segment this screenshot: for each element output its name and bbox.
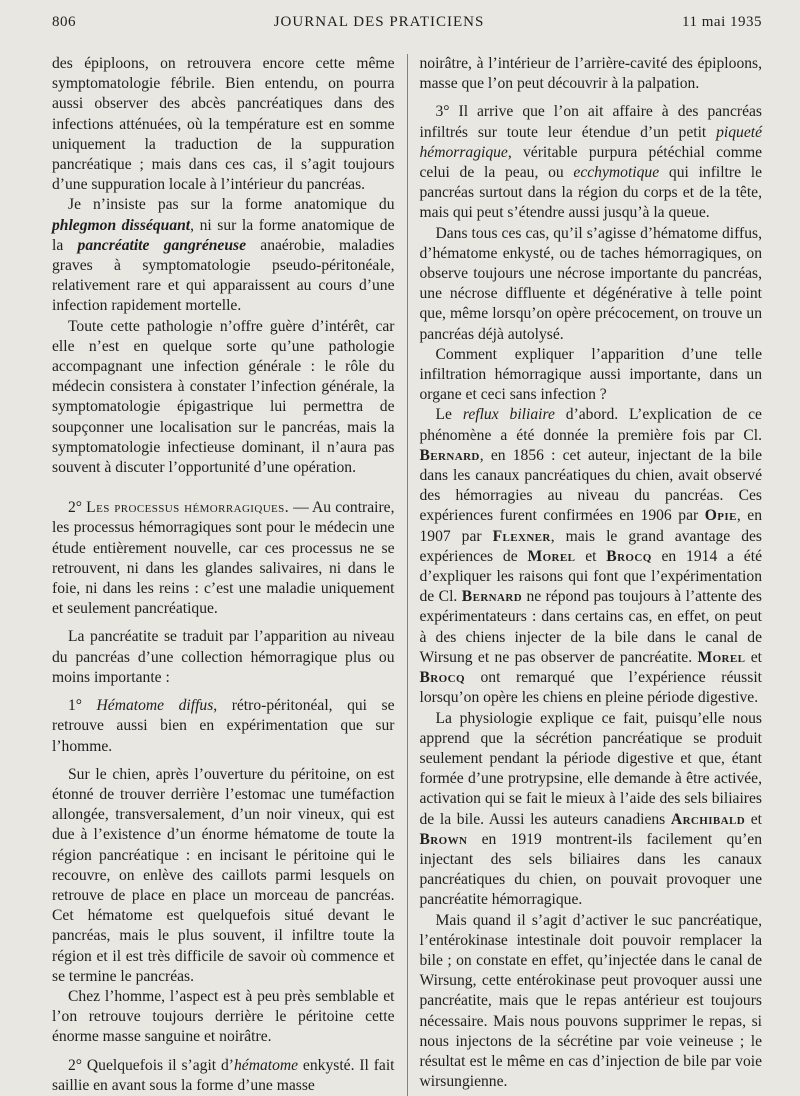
paragraph: Comment expliquer l’apparition d’une telle infiltration hémorragique aussi importante, dans un organe et ceci sans infection ? <box>419 345 762 404</box>
section-heading-paragraph: 2° Les processus hémorragiques. — Au contraire, les processus hémorragiques sont pour le médecin une étude entièrement nouvelle, car ces processus ne se retrouvent, ni dans les glandes salivaires, ni dans le foie, ni dans les reins : c’est une maladie uniquement et seulement pancréatique. <box>52 499 395 618</box>
paragraph: Je n’insiste pas sur la forme anatomique du phlegmon disséquant, ni sur la forme anatomique de la pancréatite gangréneuse anaérobie, maladies graves à symptomatologie pseudo-péritonéale, relativement rare et qui apparaissent au cours d’une infection rapidement mortelle. <box>52 196 395 315</box>
left-column <box>52 54 395 1096</box>
paragraph: Le reflux biliaire d’abord. L’explication de ce phénomène a été donnée la première fois par Cl. Bernard, en 1856 : cet auteur, injectant de la bile dans les canaux pancréatiques du chien, avait observé des hémorragies au niveau du pancréas. Ces expériences furent confirmées en 1906 par Opie, en 1907 par Flexner, mais le grand avantage des expériences de Morel et Brocq en 1914 a été d’expliquer les raisons qui font que l’expérimentation de Cl. Bernard ne répond pas toujours à l’attente des expérimentateurs : dans certains cas, en effet, on peut à des chiens injecter de la bile dans le canal de Wirsung et ne pas observer de pancréatite. Morel et Brocq ont remarqué que l’expérience réussit lorsqu’on opère les chiens en pleine période digestive. <box>419 406 762 707</box>
right-column <box>420 54 763 1096</box>
journal-title: JOURNAL DES PRATICIENS <box>273 14 485 30</box>
paragraph: 1° Hématome diffus, rétro-péritonéal, qui se retrouve aussi bien en expérimentation que sur l’homme. <box>52 697 395 755</box>
paragraph: Mais quand il s’agit d’activer le suc pancréatique, l’entérokinase intestinale doit pouvoir remplacer la bile ; on constate en effet, qu’injectée dans le canal de Wirsung, cette entérokinase peut provoquer aussi une pancréatite, mais que le repas antérieur est toujours nécessaire. Mais nous pouvons supprimer le repas, si nous injectons de la sécrétine par voie veineuse ; le résultat est le même en cas d’injection de bile par voie wirsungienne. <box>419 911 762 1091</box>
paragraph: La pancréatite se traduit par l’apparition au niveau du pancréas d’une collection hémorragique plus ou moins importante : <box>52 628 395 686</box>
column-divider <box>407 54 408 1096</box>
paragraph: 2° Quelquefois il s’agit d’hématome enkysté. Il fait saillie en avant sous la forme d’une masse <box>52 1056 395 1094</box>
paragraph: Sur le chien, après l’ouverture du péritoine, on est étonné de trouver derrière l’estomac une tuméfaction allongée, transversalement, d’un noir vineux, qui est due à l’existence d’un énorme hématome de toute la région pancréatique : en incisant le péritoine qui le recouvre, on enlève des caillots parmi lesquels on retrouve de place en place un morceau de pancréas. Cet hématome est quelquefois situé devant le pancréas, mais le plus souvent, il infiltre toute la région et il est très difficile de savoir où commence et se termine le pancréas. <box>52 765 395 985</box>
running-header <box>52 14 762 38</box>
paragraph: noirâtre, à l’intérieur de l’arrière-cavité des épiploons, masse que l’on peut découvrir à la palpation. <box>419 55 762 93</box>
paragraph: La physiologie explique ce fait, puisqu’elle nous apprend que la sécrétion pancréatique se produit seulement pendant la période digestive et que, étant formée d’une protrypsine, elle demande à être activée, activation qui se fait le mieux à l’aide des sels biliaires de la bile. Aussi les auteurs canadiens Archibald et Brown en 1919 montrent-ils facilement qu’en injectant des sels biliaires dans les canaux pancréatiques du chien, on pouvait provoquer une pancréatite hémorragique. <box>419 709 762 909</box>
issue-date: 11 mai 1935 <box>682 14 762 30</box>
page-number: 806 <box>52 14 76 30</box>
paragraph: Chez l’homme, l’aspect est à peu près semblable et l’on retrouve toujours derrière le péritoine cette énorme masse sanguine et noirâtre. <box>52 987 395 1046</box>
paragraph: 3° Il arrive que l’on ait affaire à des pancréas infiltrés sur toute leur étendue d’un petit piqueté hémorragique, véritable purpura pétéchial comme celui de la peau, ou ecchymotique qui infiltre le pancréas surtout dans la région du corps et de la tête, mais qui peut s’étendre aussi jusqu’à la queue. <box>419 103 762 222</box>
text-columns <box>52 54 762 1096</box>
paragraph: Toute cette pathologie n’offre guère d’intérêt, car elle n’est en quelque sorte qu’une pathologie accompagnant une infection générale : le rôle du médecin consistera à constater l’infection générale, la symptomatologie épigastrique lui permettra de soupçonner une localisation sur le pancréas, mais la symptomatologie infectieuse dominant, il n’aura pas souvent à discuter l’opportunité d’une opération. <box>52 317 395 477</box>
paragraph: des épiploons, on retrouvera encore cette même symptomatologie fébrile. Bien entendu, on pourra aussi observer des abcès pancréatiques dans des infections atténuées, où la température est en somme uniquement la traduction de la suppuration pancréatique ; mais dans ces cas, il s’agit toujours d’une suppuration locale à l’intérieur du pancréas. <box>52 55 395 194</box>
paragraph: Dans tous ces cas, qu’il s’agisse d’hématome diffus, d’hématome enkysté, ou de taches hémorragiques, on observe toujours une nécrose importante du pancréas, une nécrose diffluente et dégénérative à telle point que, même lorsqu’on opère précocement, on trouve un pancréas déjà autolysé. <box>419 224 762 343</box>
